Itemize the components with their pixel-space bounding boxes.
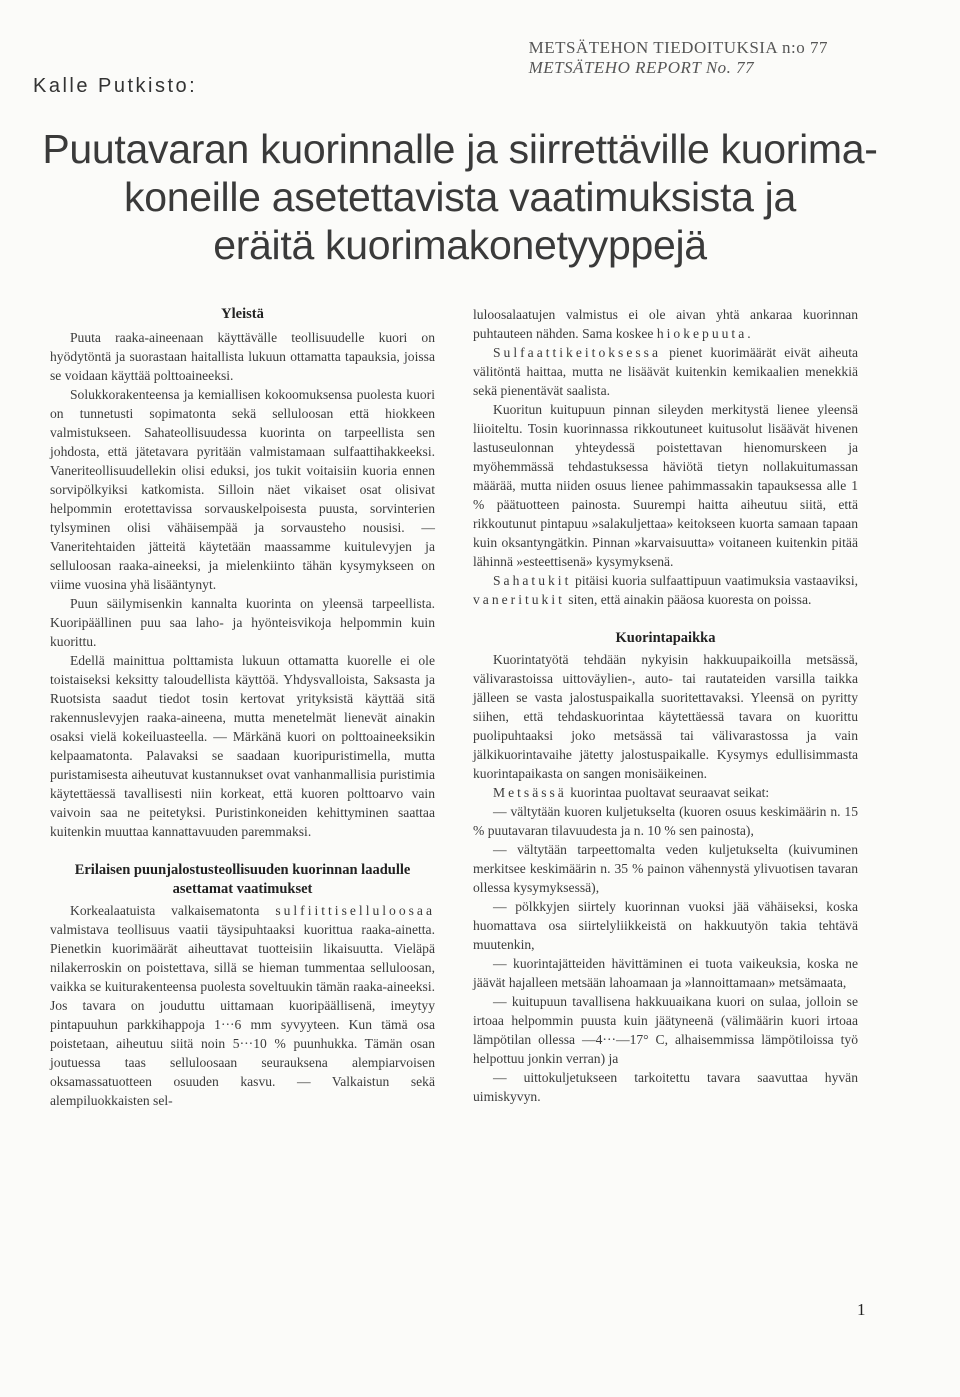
section-heading-requirements: Erilaisen puunjalostusteollisuuden kuorinnan laadulle asettamat vaatimukset [74,862,411,897]
paragraph [50,901,435,1110]
paragraph: Edellä mainittua polttamista lukuun ottamatta kuorelle ei ole toistaiseksi keksitty taloudellista käyttöä. Yhdysvalloista, Saksasta ja Ruotsista saadut tiedot tosin kertovat yrityksistä käyttää sitä rakennuslevyjen raaka-aineena, mutta menetelmät lienevät ainakin osaksi vielä kokeiluasteella. — Märkänä kuori on polttoaineeksikin kelpaamatonta. Palavaksi se saadaan kuoripuristimella, mutta puristamisesta aiheutuvat kustannukset ovat vanhanmallisia puristimia käytettäessä tavallisesti niin korkeat, että kuoren polttoarvo vain vaivoin saa ne peitetyksi. Puristinkoneiden kehittyminen saattaa kuitenkin muuttaa kannattavuuden paremmaksi. [50,653,435,839]
text-run: pitäisi kuoria sulfaattipuun vaatimuksia vastaaviksi, [575,573,859,588]
emphasized-term: Sulfaattikeitoksessa [493,345,661,360]
list-item: — pölkkyjen siirtely kuorinnan vuoksi jää vähäiseksi, koska huomattava osa siirtelyliikkeistä on hakkuutyön takia tehtävä muutenkin, [473,899,858,952]
title-line-2: koneille asetettavista vaatimuksista ja [124,174,796,220]
text-run: valmistava teollisuus vaatii täysipuhtaaksi kuorittua raaka-ainetta. Pienetkin kuorimäärät aiheuttavat tuotteisiin likaisuutta. Vieläpä nilakerroskin on poistettava, sillä se hieman tummentaa selluloosan, vaikka se kuiturakenteensa puolesta soveltuukin tämän raaka-aineeksi. Jos tavara on jouduttu uittamaan kuoripäällisenä, imeytyy pintapuuhun parkkihappoja 1···6 mm syvyyteen. Kun tämä osa poistetaan, aiheutuu siitä noin 5···10 % puunhukka. Tämän osan joutuessa taas selluloosaan seurauksena alempiarvoisen oksamassatuotteen osuuden kasvu. — Valkaistun sekä alempiluokkaisten sel- [50,922,435,1108]
paragraph [473,783,858,802]
list-item: — vältytään tarpeettomalta veden kuljetukselta (kuivuminen merkitsee keskimäärin n. 35 % painon vähennystä ylivuotisen tavaran ollessa kysymyksessä), [473,842,858,895]
list-item: — vältytään kuoren kuljetukselta (kuoren osuus keskimäärin n. 15 % puutavaran tilavuudesta ja n. 10 % sen painosta), [473,804,858,838]
emphasized-term: sulfiittiselluloosaa [275,903,435,918]
series-header [529,38,828,78]
section-heading-general: Yleistä [221,306,264,322]
list-item: — kuorintajätteiden hävittäminen ei tuota vaikeuksia, koska ne jäävät hajalleen metsään lahoamaan ja »lannoittamaan» metsämaata, [473,956,858,990]
paragraph [473,343,858,400]
paragraph [473,571,858,609]
list-item: — uittokuljetukseen tarkoitettu tavara saavuttaa hyvän uimiskyvyn. [473,1070,858,1104]
paragraph: Puuta raaka-aineenaan käyttävälle teollisuudelle kuori on hyödytöntä ja suorastaan haitallista lukuun ottamatta tapauksia, joissa se voidaan käyttää polttoaineeksi. [50,330,435,383]
text-run: pienet kuorimäärät eivät aiheuta välitöntä haittaa, mutta ne lisäävät kuitenkin kemikaalien menekkiä sekä pienentävät saalista. [473,345,859,398]
left-column [50,305,435,1110]
page-number: 1 [857,1300,866,1319]
paragraph: Puun säilymisenkin kannalta kuorinta on yleensä tarpeellista. Kuoripäällinen puu saa laho- ja hyönteisvikoja helpommin kuin kuorittu. [50,596,435,649]
text-run: siten, että ainakin pääosa kuoresta on poissa. [568,592,812,607]
paragraph: Kuoritun kuitupuun pinnan sileyden merkitystä lienee yleensä liioiteltu. Tosin kuorinnassa rikkoutuneet kuitusolut lisäävät hivenen lastuseulonnan yhteydessä poistettavan hienomurskeen ja myöhemmässä tehdastuksessa häviötä tietyn nollakuitumassan määrää, mutta niiden osuus lienee pahimmassakin tapauksessa alle 1 % päätuotteen painosta. Suurempi haitta aiheutuu siitä, että rikkoutunut pintapuu »salakuljettaa» keitokseen kuorta samaan tapaan kuin oksantyngätkin. Pinnan »karvaisuutta» voitaneen kuitenkin pitää lähinnä »esteettisenä» kysymyksenä. [473,402,858,569]
text-run: kuorintaa puoltavat seuraavat seikat: [570,785,770,800]
paragraph: Kuorintatyötä tehdään nykyisin hakkuupaikoilla metsässä, välivarastoissa uittoväylien-, auto- tai rautateiden varsilla taikka jälleen se vasta jalostuspaikalla suoritettavaksi. Yleensä on pyritty siihen, että tehdaskuorintaa käytettäessä tavara on kuorittu puolipuhtaaksi joko metsässä tai välivarastossa ja vain jälkikuorintavaihe jätetty jalostuspaikalle. Kysymys edullisimmasta kuorintapaikasta on sangen monisäikeinen. [473,652,858,781]
paragraph [473,305,858,343]
paragraph: Solukkorakenteensa ja kemiallisen kokoomuksensa puolesta kuori on tunnetusti sopimatonta sekä selluloosan että hiokkeen valmistukseen. Sahateollisuudessa kuorinta on tarpeellista sen johdosta, että jätetavara pyritään valmistamaan sulfaattihakkeeksi. Vaneriteollisuudellekin olisi eduksi, jos tukit voitaisiin kuoria ennen sorvipölkyiksi katkomista. Silloin näet vikaiset osat olisivat helpommin erotettavissa sorvauskelpoisesta puusta, sorvinterien tylsyminen olisi vähäisempää ja sorvausteho nousisi. — Vaneritehtaiden jätteitä käytetään maassamme kuitulevyjen ja selluloosan raaka-aineeksi, ja mielenkiinto tähän kysymykseen on viime vuosina yhä lisääntynyt. [50,387,435,592]
right-column [473,305,858,1106]
text-run: luloosalaatujen valmistus ei ole aivan yhtä ankaraa kuorinnan puhtauteen nähden. Sama koskee [473,307,858,341]
emphasized-term: Metsässä [493,785,567,800]
series-finnish: METSÄTEHON TIEDOITUKSIA n:o 77 [528,38,828,57]
title-line-1: Puutavaran kuorinnalle ja siirrettäville kuorima- [42,126,878,172]
text-run: Korkealaatuista valkaisematonta [70,903,260,918]
title-line-3: eräitä kuorimakonetyyppejä [213,222,707,268]
emphasized-term: hiokepuuta. [656,326,754,341]
emphasized-term: Sahatukit [493,573,572,588]
list-item: — kuitupuun tavallisena hakkuuaikana kuori on sulaa, jolloin se irtoaa helpommin puusta kuin jäätyneenä (välimäärin kuori irtoaa lämpötilan ollessa —4···—17° C, alhaisemmissa lämpötiloissa työ helpottuu jonkin verran) ja [473,994,858,1066]
emphasized-term: vaneritukit [473,592,565,607]
author: Kalle Putkisto: [33,75,198,97]
article-title [30,125,890,269]
section-heading-debarking-place: Kuorintapaikka [615,630,716,646]
series-english: METSÄTEHO REPORT No. 77 [528,58,755,77]
